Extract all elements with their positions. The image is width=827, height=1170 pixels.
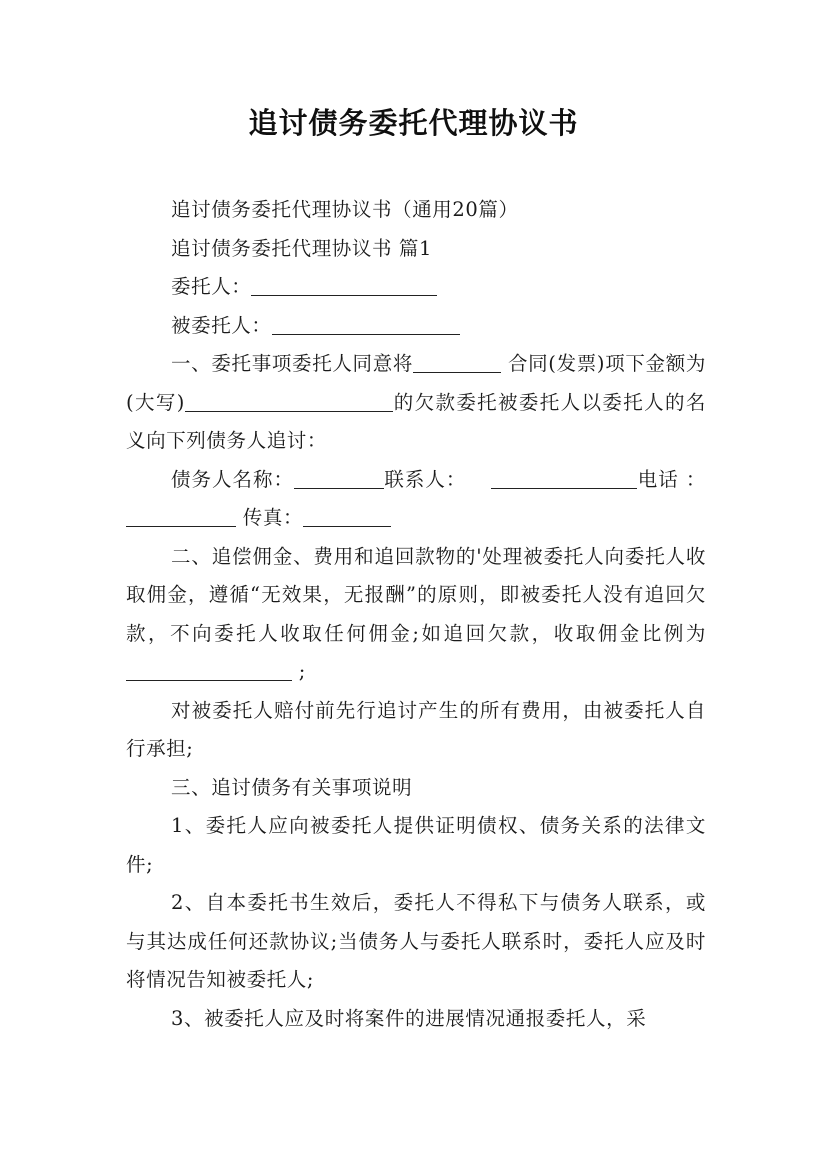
document-title: 追讨债务委托代理协议书 [248, 106, 579, 140]
principal-label: 委托人： [171, 275, 252, 298]
paragraph-debtor-info [126, 461, 706, 538]
paragraph-clause-3-heading: 三、追讨债务有关事项说明 [171, 775, 413, 799]
fax-blank [303, 502, 391, 527]
fax-label: 传真： [236, 506, 304, 529]
paragraph-subtitle: 追讨债务委托代理协议书（通用20篇） [171, 198, 519, 221]
amount-blank [185, 387, 393, 412]
debtor-name-label: 债务人名称： [171, 467, 294, 491]
paragraph-section-heading: 追讨债务委托代理协议书 篇1 [171, 236, 433, 260]
principal-blank [251, 271, 437, 296]
clause-1-text-b: 合同(发票)项下金额为(大写) [126, 352, 706, 414]
phone-blank [126, 502, 236, 527]
agent-blank [272, 310, 460, 335]
debtor-name-blank [294, 464, 384, 489]
phone-label: 电话 ： [637, 467, 706, 491]
clause-1-text-c: 的欠款委托被委托人以委托人的名义向下列债务人追讨： [126, 390, 706, 452]
clause-2-text: 二、追偿佣金、费用和追回款物的'处理被委托人向委托人收取佣金，遵循“无效果，无报酬”的原则，即被委托人没有追回欠款，不向委托人收取任何佣金;如追回欠款，收取佣金比例为 [126, 544, 706, 645]
clause-1-text-a: 一、委托事项委托人同意将 [171, 352, 414, 375]
clause-2-end: ; [292, 660, 306, 683]
contact-label: 联系人： [383, 467, 467, 491]
paragraph-item-2: 2、自本委托书生效后，委托人不得私下与债务人联系，或与其达成任何还款协议;当债务人与委托人联系时，委托人应及时将情况告知被委托人; [126, 891, 706, 991]
paragraph-clause-1 [126, 345, 706, 461]
paragraph-item-1: 1、委托人应向被委托人提供证明债权、债务关系的法律文件; [126, 814, 706, 876]
contact-blank [491, 464, 637, 489]
agent-label: 被委托人： [171, 313, 272, 337]
paragraph-expenses: 对被委托人赔付前先行追讨产生的所有费用，由被委托人自行承担; [126, 698, 706, 760]
paragraph-agent [126, 307, 706, 346]
contract-blank [413, 348, 501, 373]
commission-rate-blank [126, 656, 292, 681]
paragraph-principal [126, 268, 706, 307]
paragraph-item-3: 3、被委托人应及时将案件的进展情况通报委托人，采 [171, 1006, 647, 1030]
document-body [126, 191, 706, 1038]
paragraph-clause-2 [126, 538, 706, 692]
